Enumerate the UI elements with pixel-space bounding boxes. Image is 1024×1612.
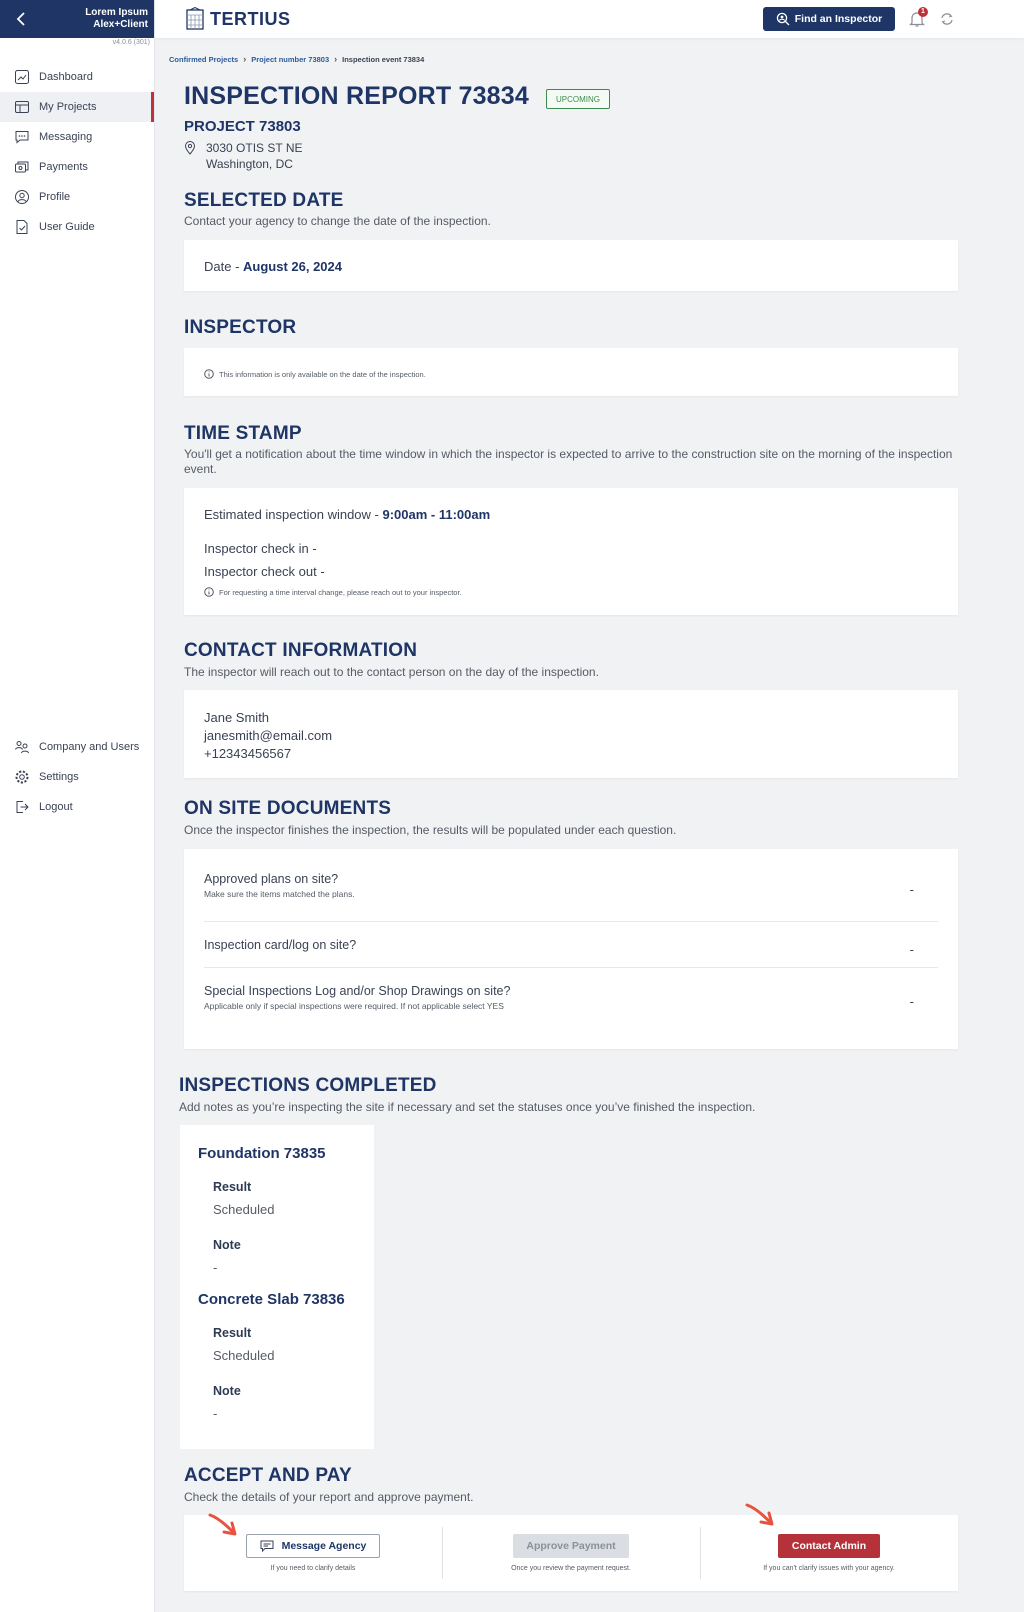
documents-card (184, 849, 958, 1049)
projects-icon (14, 99, 30, 115)
sidebar-bottom-nav (0, 732, 155, 822)
breadcrumb-current: Inspection event 73834 (342, 54, 425, 64)
inspector-card (184, 348, 958, 396)
search-person-icon (776, 12, 790, 26)
account-name[interactable] (85, 7, 148, 31)
inspection-result-label: Result (213, 1326, 252, 1340)
date-label: Date - (204, 259, 244, 274)
find-inspector-label: Find an Inspector (794, 13, 883, 25)
time-interval-info-text: For requesting a time interval change, please reach out to your inspector. (219, 587, 462, 597)
inspection-note-label: Note (213, 1384, 241, 1398)
info-icon (204, 369, 214, 379)
accept-pay-title: ACCEPT AND PAY (184, 1465, 352, 1486)
sidebar-item-my-projects[interactable] (0, 92, 154, 122)
chevron-right-icon: › (243, 54, 247, 64)
sidebar-item-label: User Guide (39, 221, 95, 233)
user-guide-icon (14, 219, 30, 235)
question-value: - (909, 942, 914, 957)
sidebar-item-label: Company and Users (39, 741, 140, 753)
selected-date-card (184, 240, 958, 291)
sidebar-item-label: Profile (39, 191, 71, 203)
sidebar-item-dashboard[interactable] (0, 62, 154, 92)
sidebar-item-label: Dashboard (39, 71, 93, 83)
contact-admin-button[interactable]: Contact Admin (778, 1534, 880, 1558)
users-icon (14, 739, 30, 755)
inspection-result: Scheduled (213, 1348, 275, 1363)
annotation-arrow-icon (208, 1512, 242, 1540)
top-bar (155, 0, 1024, 38)
address-line-1: 3030 OTIS ST NE (206, 141, 303, 155)
chevron-right-icon: › (334, 54, 338, 64)
project-address (184, 140, 303, 172)
inspector-title: INSPECTOR (184, 317, 297, 338)
question-hint: Make sure the items matched the plans. (204, 889, 355, 899)
approve-payment-button[interactable]: Approve Payment (513, 1534, 629, 1558)
selected-date-title: SELECTED DATE (184, 190, 344, 211)
inspection-window-value: 9:00am - 11:00am (382, 507, 491, 522)
date-row (204, 259, 342, 274)
inspection-name: Foundation 73835 (198, 1145, 326, 1162)
time-interval-info (204, 587, 462, 597)
inspection-window-label: Estimated inspection window - (204, 507, 383, 522)
contact-admin-hint: If you can't clarify issues with your agency. (763, 1565, 895, 1572)
contact-admin-column (700, 1515, 958, 1591)
inspection-result: Scheduled (213, 1202, 275, 1217)
breadcrumb-confirmed-projects[interactable]: Confirmed Projects (169, 54, 239, 64)
sidebar (0, 0, 155, 1612)
inspections-subtitle: Add notes as you’re inspecting the site if necessary and set the statuses once you’ve finished the inspection. (179, 1100, 756, 1114)
building-icon (185, 7, 205, 31)
question-text: Special Inspections Log and/or Shop Drawings on site? (204, 984, 511, 998)
contact-email[interactable]: janesmith@email.com (204, 728, 333, 743)
date-value: August 26, 2024 (243, 259, 343, 274)
accept-pay-card (184, 1515, 958, 1591)
inspection-name: Concrete Slab 73836 (198, 1291, 345, 1308)
app-logo[interactable] (185, 7, 291, 31)
message-agency-button[interactable] (246, 1534, 380, 1558)
inspector-info (204, 369, 426, 379)
sidebar-item-profile[interactable] (0, 182, 154, 212)
sidebar-item-label: Messaging (39, 131, 93, 143)
sidebar-item-settings[interactable] (0, 762, 155, 792)
sidebar-item-user-guide[interactable] (0, 212, 154, 242)
chat-icon (260, 1540, 274, 1552)
gear-icon (14, 769, 30, 785)
check-in: Inspector check in - (204, 541, 317, 556)
inspector-info-text: This information is only available on the date of the inspection. (219, 369, 426, 379)
question-text: Approved plans on site? (204, 872, 339, 886)
inspection-window-row (204, 507, 490, 522)
documents-subtitle: Once the inspector finishes the inspection, the results will be populated under each question. (184, 823, 677, 837)
inspection-note-label: Note (213, 1238, 241, 1252)
question-text: Inspection card/log on site? (204, 938, 357, 952)
contact-title: CONTACT INFORMATION (184, 640, 418, 661)
account-org: Lorem Ipsum (85, 7, 148, 18)
contact-subtitle: The inspector will reach out to the contact person on the day of the inspection. (184, 665, 599, 679)
profile-icon (14, 189, 30, 205)
document-question-row (204, 872, 938, 922)
sidebar-item-logout[interactable] (0, 792, 155, 822)
question-value: - (909, 882, 914, 897)
refresh-icon[interactable] (938, 10, 956, 28)
documents-title: ON SITE DOCUMENTS (184, 798, 392, 819)
address-line-2: Washington, DC (206, 157, 293, 171)
app-version: v4.0.6 (301) (112, 39, 150, 46)
sidebar-item-label: Logout (39, 801, 73, 813)
page-title: INSPECTION REPORT 73834 (184, 82, 529, 110)
document-question-row (204, 968, 938, 1028)
account-user: Alex+Client (93, 19, 148, 30)
inspections-card (180, 1125, 374, 1449)
logout-icon (14, 799, 30, 815)
annotation-arrow-icon (745, 1502, 779, 1530)
document-question-row (204, 922, 938, 968)
status-badge: UPCOMING (546, 89, 610, 109)
selected-date-subtitle: Contact your agency to change the date of the inspection. (184, 214, 491, 228)
contact-phone[interactable]: +12343456567 (204, 746, 292, 761)
accept-pay-subtitle: Check the details of your report and approve payment. (184, 1490, 474, 1504)
time-stamp-subtitle: You'll get a notification about the time window in which the inspector is expected to arrive to the construction site on the morning of the inspection event. (184, 447, 953, 476)
message-agency-hint: If you need to clarify details (270, 1565, 356, 1572)
breadcrumb-project[interactable]: Project number 73803 (251, 54, 330, 64)
inspection-note: - (213, 1406, 218, 1421)
info-icon (204, 587, 214, 597)
sidebar-item-company-users[interactable] (0, 732, 155, 762)
sidebar-item-payments[interactable] (0, 152, 154, 182)
approve-payment-hint: Once you review the payment request. (511, 1565, 631, 1572)
sidebar-item-messaging[interactable] (0, 122, 154, 152)
messaging-icon (14, 129, 30, 145)
breadcrumb (169, 54, 424, 64)
inspection-result-label: Result (213, 1180, 252, 1194)
find-inspector-button[interactable] (763, 7, 895, 31)
message-agency-label: Message Agency (281, 1540, 367, 1552)
sidebar-nav (0, 62, 154, 242)
back-arrow-icon[interactable] (12, 9, 32, 29)
project-title: PROJECT 73803 (184, 118, 301, 135)
inspection-note: - (213, 1260, 218, 1275)
sidebar-item-label: My Projects (39, 101, 97, 113)
contact-card (184, 690, 958, 778)
check-out: Inspector check out - (204, 564, 325, 579)
sidebar-item-label: Settings (39, 771, 79, 783)
dashboard-icon (14, 69, 30, 85)
notification-badge: 1 (918, 7, 928, 17)
sidebar-header (0, 0, 154, 38)
payments-icon (14, 159, 30, 175)
question-hint: Applicable only if special inspections were required. If not applicable select YES (204, 1001, 504, 1011)
question-value: - (909, 994, 914, 1009)
approve-payment-column (442, 1515, 700, 1591)
logo-text: TERTIUS (210, 8, 291, 29)
inspections-title: INSPECTIONS COMPLETED (179, 1075, 437, 1096)
location-pin-icon (184, 141, 196, 155)
contact-name: Jane Smith (204, 710, 270, 725)
sidebar-item-label: Payments (39, 161, 88, 173)
time-stamp-title: TIME STAMP (184, 423, 302, 444)
time-stamp-card (184, 488, 958, 615)
